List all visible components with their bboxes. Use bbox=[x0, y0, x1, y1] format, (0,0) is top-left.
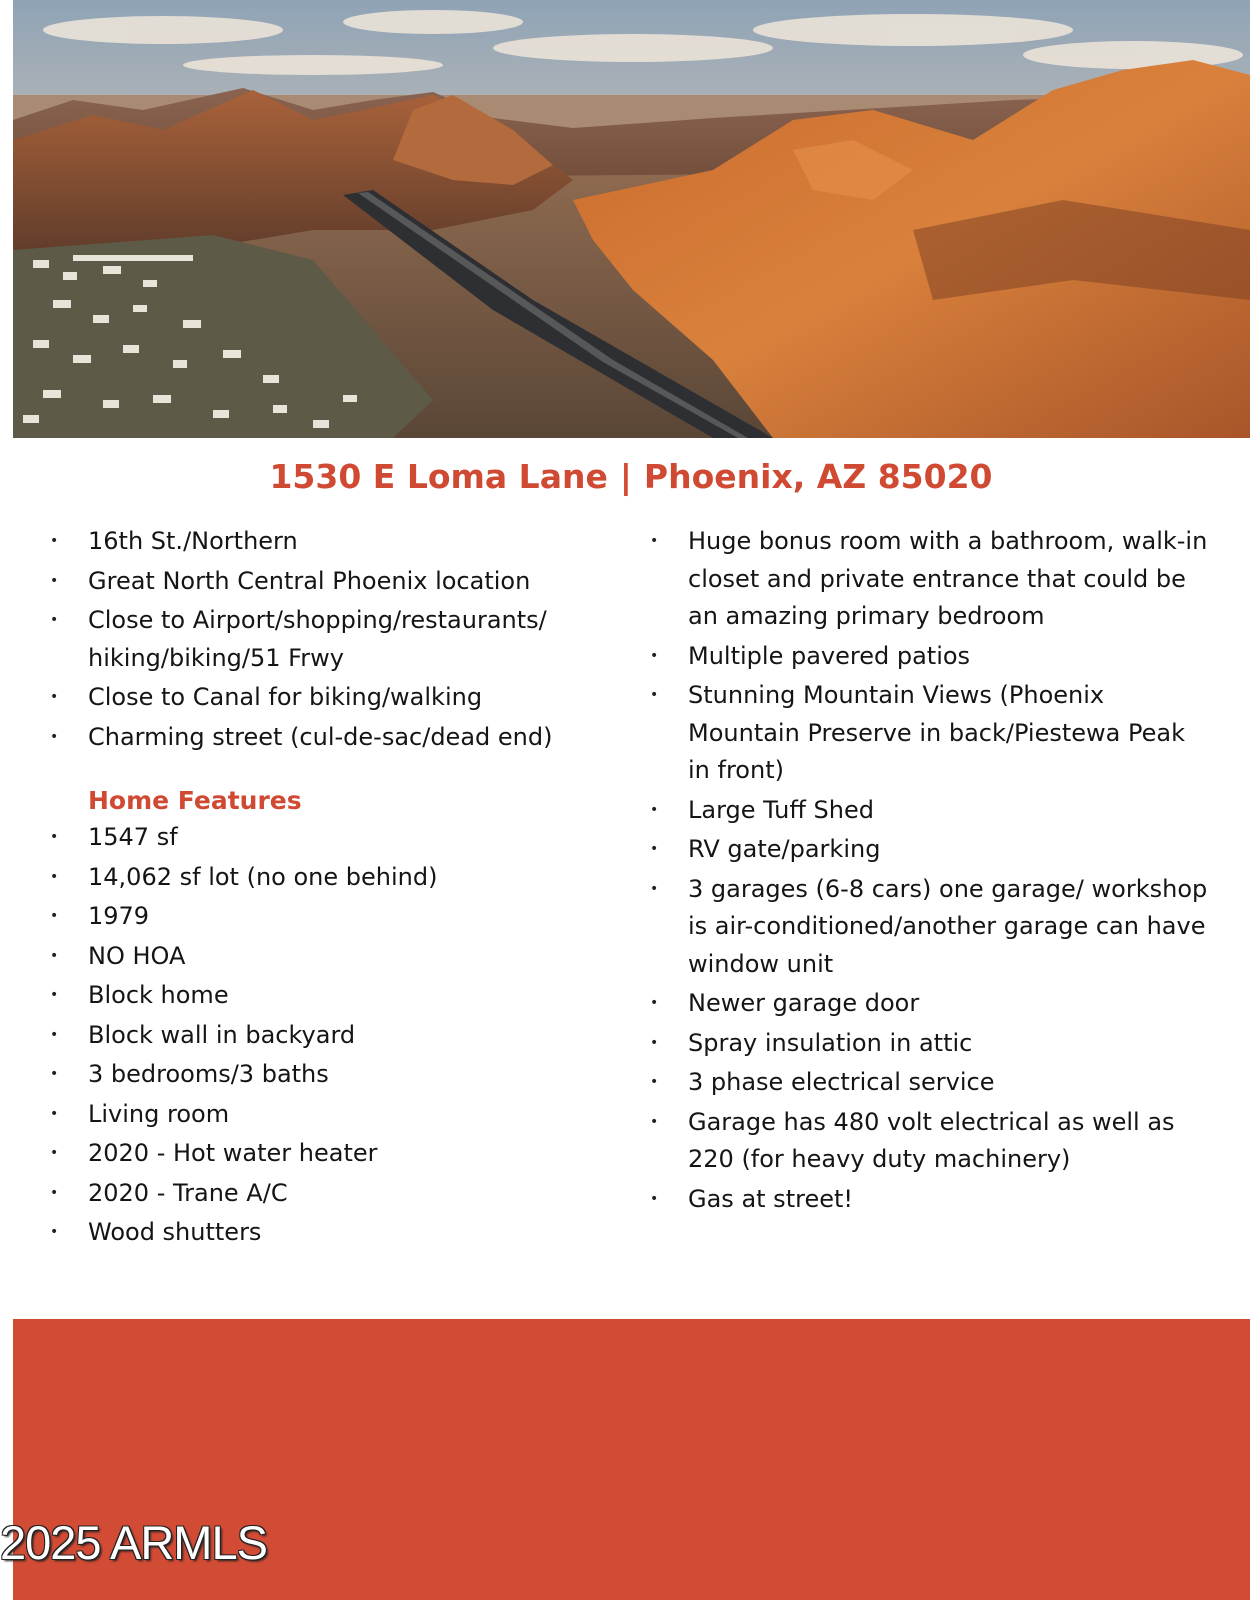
list-item: • 14,062 sf lot (no one behind) bbox=[88, 859, 648, 897]
list-item: • 3 bedrooms/3 baths bbox=[88, 1056, 648, 1094]
list-item: • NO HOA bbox=[88, 938, 648, 976]
list-item: • 3 phase electrical service bbox=[688, 1064, 1208, 1102]
hero-landscape-image bbox=[13, 0, 1250, 438]
list-item: • Newer garage door bbox=[688, 985, 1208, 1023]
list-item: • 2020 - Hot water heater bbox=[88, 1135, 648, 1173]
list-item: • Gas at street! bbox=[688, 1181, 1208, 1219]
list-item: • Garage has 480 volt electrical as well as 220 (for heavy duty machinery) bbox=[688, 1104, 1208, 1179]
address-city: Phoenix, AZ 85020 bbox=[643, 457, 993, 496]
list-item: • Close to Canal for biking/walking bbox=[88, 679, 648, 717]
list-item: • Block wall in backyard bbox=[88, 1017, 648, 1055]
list-item: • Close to Airport/shopping/restaurants/ hiking/biking/51 Frwy bbox=[88, 602, 648, 677]
right-feature-column bbox=[688, 523, 1208, 1220]
copyright-watermark: 2025 ARMLS bbox=[0, 1516, 267, 1569]
list-item: • Charming street (cul-de-sac/dead end) bbox=[88, 719, 648, 757]
address-street: 1530 E Loma Lane bbox=[269, 457, 608, 496]
list-item: • 1979 bbox=[88, 898, 648, 936]
home-features-list bbox=[88, 819, 648, 1252]
left-feature-column bbox=[88, 523, 648, 1254]
home-features-heading: Home Features bbox=[88, 786, 302, 815]
list-item: • Block home bbox=[88, 977, 648, 1015]
list-item: • RV gate/parking bbox=[688, 831, 1208, 869]
page-title bbox=[0, 457, 1250, 496]
right-features-list bbox=[688, 523, 1208, 1218]
list-item: • 1547 sf bbox=[88, 819, 648, 857]
list-item: • 3 garages (6-8 cars) one garage/ workshop is air-conditioned/another garage can have window unit bbox=[688, 871, 1208, 984]
desert-mountain-landscape-icon bbox=[13, 0, 1250, 438]
list-item: • Large Tuff Shed bbox=[688, 792, 1208, 830]
list-item: • Spray insulation in attic bbox=[688, 1025, 1208, 1063]
list-item: • Living room bbox=[88, 1096, 648, 1134]
title-separator: | bbox=[619, 457, 632, 496]
list-item: • Huge bonus room with a bathroom, walk-in closet and private entrance that could be an amazing primary bedroom bbox=[688, 523, 1208, 636]
list-item: • Stunning Mountain Views (Phoenix Mountain Preserve in back/Piestewa Peak in front) bbox=[688, 677, 1208, 790]
list-item: • Great North Central Phoenix location bbox=[88, 563, 648, 601]
list-item: • Multiple pavered patios bbox=[688, 638, 1208, 676]
list-item: • 16th St./Northern bbox=[88, 523, 648, 561]
list-item: • Wood shutters bbox=[88, 1214, 648, 1252]
list-item: • 2020 - Trane A/C bbox=[88, 1175, 648, 1213]
location-features-list bbox=[88, 523, 648, 756]
